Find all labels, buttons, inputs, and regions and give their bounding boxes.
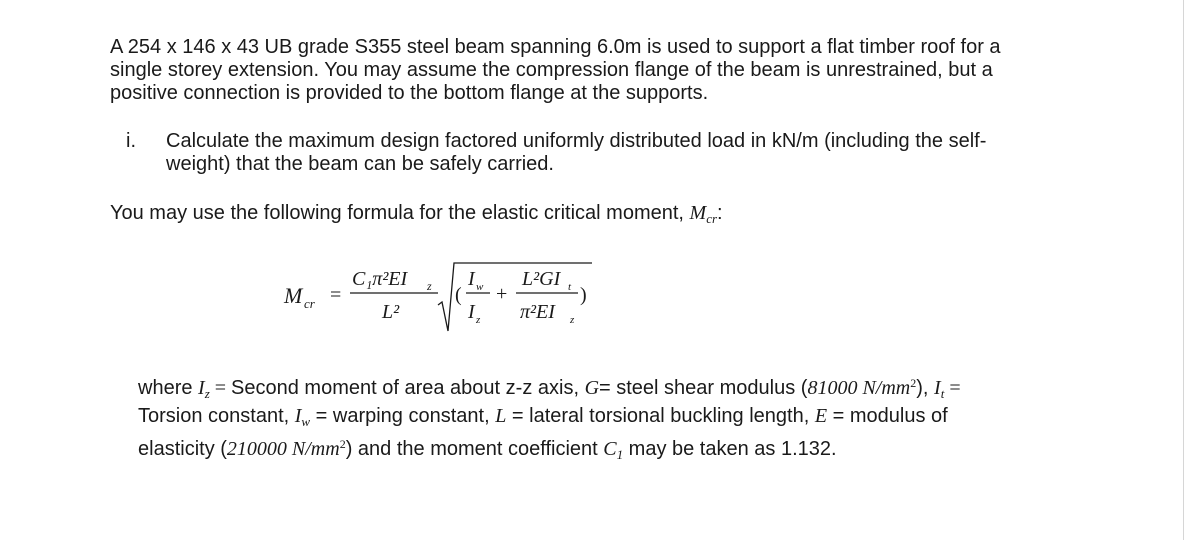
iw-symbol: I (294, 405, 302, 427)
e-definition: = modulus of (827, 405, 948, 427)
formula-lhs: M (284, 283, 303, 308)
c1-intro: ) and the moment coefficient (345, 438, 604, 460)
g-symbol: G (584, 377, 600, 399)
inner-fraction1-numerator: I (468, 268, 475, 290)
g-definition: = steel shear modulus ( (599, 377, 808, 399)
formula-lhs-sub: cr (304, 296, 315, 311)
formula-intro-text: You may use the following formula for the elastic critical moment, (110, 202, 690, 224)
inner-fraction2-denominator-sub: z (570, 314, 575, 326)
iz-definition: Second moment of area about z-z axis, (231, 377, 585, 399)
intro-line-2: single storey extension. You may assume the compression flange of the beam is unrestrained, but a (110, 59, 993, 81)
inner-fraction1-denominator: I (468, 301, 475, 323)
where-word: where (138, 377, 199, 399)
l-symbol: L (495, 405, 507, 427)
inner-fraction2-numerator-sub: t (568, 281, 572, 293)
e-value: 210000 N/mm (226, 438, 340, 460)
formula-equals: = (330, 284, 342, 306)
c1-symbol: C (603, 438, 617, 460)
it-subscript: t (940, 386, 945, 401)
iz-subscript: z (204, 386, 210, 401)
e-symbol: E (814, 405, 828, 427)
iw-definition: = warping constant, (310, 405, 496, 427)
elastic-critical-moment-formula (282, 255, 612, 345)
plus-sign: + (496, 283, 508, 305)
page-edge-divider (1183, 0, 1184, 540)
c1-definition: may be taken as 1.132. (623, 438, 837, 460)
iw-subscript: w (301, 414, 311, 429)
intro-line-1: A 254 x 146 x 43 UB grade S355 steel beam spanning 6.0m is used to support a flat timber roof for a (110, 36, 1001, 58)
c1-subscript: 1 (616, 447, 624, 462)
g-close: ), (916, 377, 935, 399)
problem-statement (110, 36, 1070, 105)
inner-fraction2-numerator: L²GI (522, 268, 561, 290)
fraction1-numerator: C₁π²EI (352, 268, 408, 290)
g-value-superscript: 2 (910, 376, 917, 390)
formula-intro-colon: : (717, 202, 723, 224)
intro-line-3: positive connection is provided to the bottom flange at the supports. (110, 82, 709, 104)
it-equals: = (944, 377, 961, 399)
e-definition-cont: elasticity ( (138, 438, 227, 460)
mcr-subscript: cr (706, 211, 718, 226)
g-value: 81000 N/mm (807, 377, 911, 399)
close-parenthesis: ) (580, 284, 587, 306)
l-definition: = lateral torsional buckling length, (506, 405, 815, 427)
e-value-superscript: 2 (339, 437, 346, 451)
open-parenthesis: ( (455, 284, 462, 306)
fraction1-numerator-sub: z (427, 279, 432, 293)
it-definition: Torsion constant, (138, 405, 295, 427)
it-symbol: I (934, 377, 941, 399)
question-number: i. (126, 130, 136, 152)
question-line-1: Calculate the maximum design factored uniformly distributed load in kN/m (including the self- (166, 130, 987, 152)
fraction1-denominator: L² (382, 301, 400, 323)
inner-fraction1-numerator-sub: w (476, 281, 484, 293)
formula-intro (110, 202, 1010, 230)
question-text (166, 130, 1066, 176)
iz-equals: = (209, 377, 232, 399)
inner-fraction1-denominator-sub: z (476, 314, 481, 326)
question-line-2: weight) that the beam can be safely carried. (166, 153, 554, 175)
inner-fraction2-denominator: π²EI (520, 301, 555, 323)
variable-definitions (138, 372, 1058, 466)
iz-symbol: I (198, 377, 205, 399)
mcr-symbol: M (689, 202, 707, 224)
